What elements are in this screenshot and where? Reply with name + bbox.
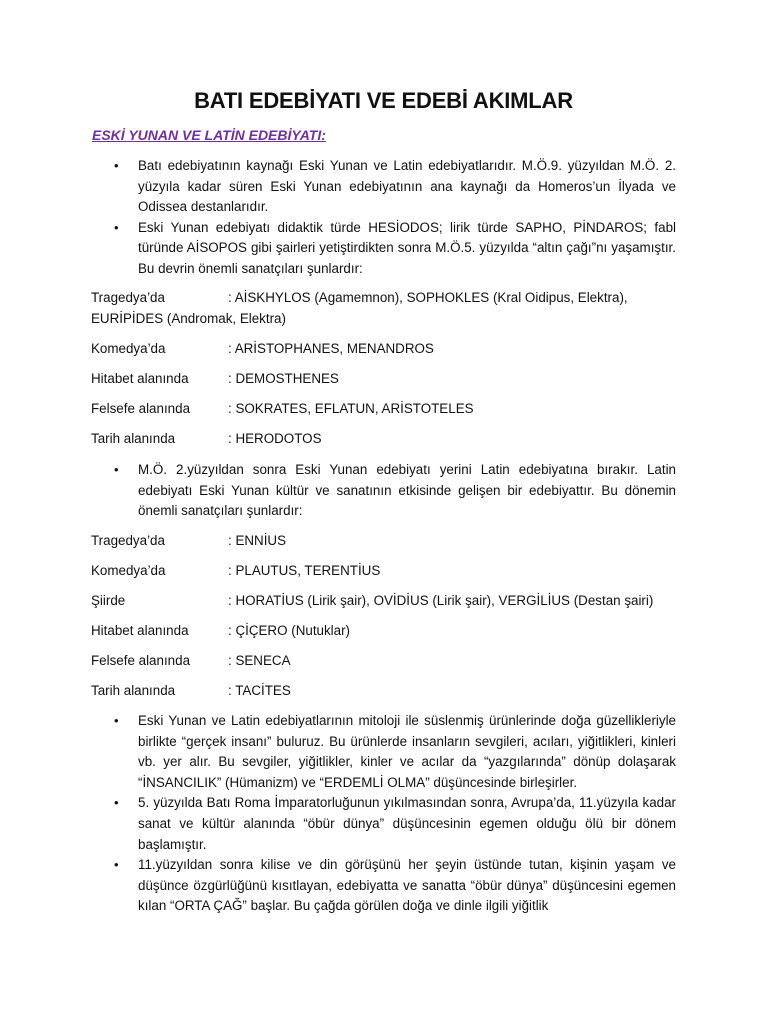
- list-item: [91, 156, 676, 218]
- author-row: [91, 561, 676, 582]
- author-row: [91, 339, 676, 360]
- genre-value: : SOKRATES, EFLATUN, ARİSTOTELES: [228, 401, 474, 416]
- bullet-icon: •: [114, 158, 119, 173]
- list-item-text: 5. yüzyılda Batı Roma İmparatorluğunun yıkılmasından sonra, Avrupa’da, 11.yüzyıla kadar sanat ve kültür alanında “öbür dünya” düşüncesinin egemen olduğu ölü bir dönem başlamıştır.: [138, 795, 676, 852]
- author-row: [91, 651, 676, 672]
- genre-label: Hitabet alanında: [91, 623, 189, 638]
- author-row: [91, 429, 676, 450]
- genre-value: : ENNİUS: [228, 533, 287, 548]
- genre-value: : TACİTES: [228, 683, 291, 698]
- genre-value: : PLAUTUS, TERENTİUS: [228, 563, 381, 578]
- genre-value: : ÇİÇERO (Nutuklar): [228, 623, 351, 638]
- bullet-list-mid: [91, 460, 676, 522]
- bullet-icon: •: [114, 713, 119, 728]
- author-row: [91, 399, 676, 420]
- author-row: [91, 288, 676, 329]
- list-item: [91, 711, 676, 793]
- list-item: [91, 793, 676, 855]
- list-item: [91, 460, 676, 522]
- genre-value: : HERODOTOS: [228, 431, 322, 446]
- list-item-text: Eski Yunan edebiyatı didaktik türde HESİODOS; lirik türde SAPHO, PİNDAROS; fabl türünde AİSOPOS gibi şairleri yetiştirdikten sonra M.Ö.5. yüzyılda “altın çağı”nı yaşamıştır. Bu devrin önemli sanatçıları şunlardır:: [138, 219, 676, 276]
- author-row: [91, 369, 676, 390]
- list-item: [91, 855, 676, 917]
- bullet-list-bottom: [91, 711, 676, 917]
- list-item-text: Eski Yunan ve Latin edebiyatlarının mitoloji ile süslenmiş ürünlerinde doğa güzellikleriyle birlikte “gerçek insanı” buluruz. Bu ürünlerde insanların sevgileri, acıları, yiğitlikleri, kinleri vb. yer alır. Bu sevgiler, yiğitlikler, kinler ve acılar da “yazgılarında” dönüp dolaşarak “İNSANCILIK” (Hümanizm) ve “ERDEMLİ OLMA” düşüncesinde birleşirler.: [138, 713, 676, 790]
- page-title: BATI EDEBİYATI VE EDEBİ AKIMLAR: [194, 88, 573, 113]
- genre-label: Tarih alanında: [91, 683, 176, 698]
- genre-value: : SENECA: [228, 653, 291, 668]
- author-row: [91, 621, 676, 642]
- author-row: [91, 591, 676, 612]
- list-item-text: Batı edebiyatının kaynağı Eski Yunan ve Latin edebiyatlarıdır. M.Ö.9. yüzyıldan M.Ö. 2. yüzyıla kadar süren Eski Yunan edebiyatının ana kaynağı da Homeros’un İlyada ve Odissea destanlarıdır.: [138, 158, 676, 215]
- list-item-text: 11.yüzyıldan sonra kilise ve din görüşünü her şeyin üstünde tutan, kişinin yaşam ve düşünce özgürlüğünü kısıtlayan, edebiyatta ve sanatta “öbür dünya” düşüncesini egemen kılan “ORTA ÇAĞ” başlar. Bu çağda görülen doğa ve dinle ilgili yiğitlik: [138, 857, 676, 914]
- genre-value: : HORATİUS (Lirik şair), OVİDİUS (Lirik şair), VERGİLİUS (Destan şairi): [228, 593, 654, 608]
- list-item-text: M.Ö. 2.yüzyıldan sonra Eski Yunan edebiyatı yerini Latin edebiyatına bırakır. Latin edebiyatı Eski Yunan kültür ve sanatının etkisinde gelişen bir edebiyattır. Bu dönemin önemli sanatçıları şunlardır:: [138, 462, 676, 519]
- genre-value: : ARİSTOPHANES, MENANDROS: [228, 341, 434, 356]
- genre-value-continued: EURİPİDES (Andromak, Elektra): [91, 310, 286, 326]
- bullet-list-top: [91, 156, 676, 280]
- section-heading: ESKİ YUNAN VE LATİN EDEBİYATI:: [92, 127, 326, 143]
- genre-label: Felsefe alanında: [91, 401, 191, 416]
- genre-label: Komedya’da: [91, 563, 166, 578]
- author-row: [91, 681, 676, 702]
- genre-label: Tarih alanında: [91, 431, 176, 446]
- genre-label: Felsefe alanında: [91, 653, 191, 668]
- author-row: [91, 531, 676, 552]
- genre-label: Tragedya’da: [91, 533, 165, 548]
- genre-value: : DEMOSTHENES: [228, 371, 339, 386]
- genre-label: Tragedya’da: [91, 290, 165, 305]
- genre-label: Şiirde: [91, 593, 126, 608]
- bullet-icon: •: [114, 795, 119, 811]
- genre-label: Hitabet alanında: [91, 371, 189, 386]
- list-item: [91, 218, 676, 280]
- bullet-icon: •: [114, 462, 119, 477]
- bullet-icon: •: [114, 857, 119, 873]
- genre-label: Komedya’da: [91, 341, 166, 356]
- genre-value: : AİSKHYLOS (Agamemnon), SOPHOKLES (Kral Oidipus, Elektra),: [228, 290, 628, 305]
- bullet-icon: •: [114, 219, 119, 235]
